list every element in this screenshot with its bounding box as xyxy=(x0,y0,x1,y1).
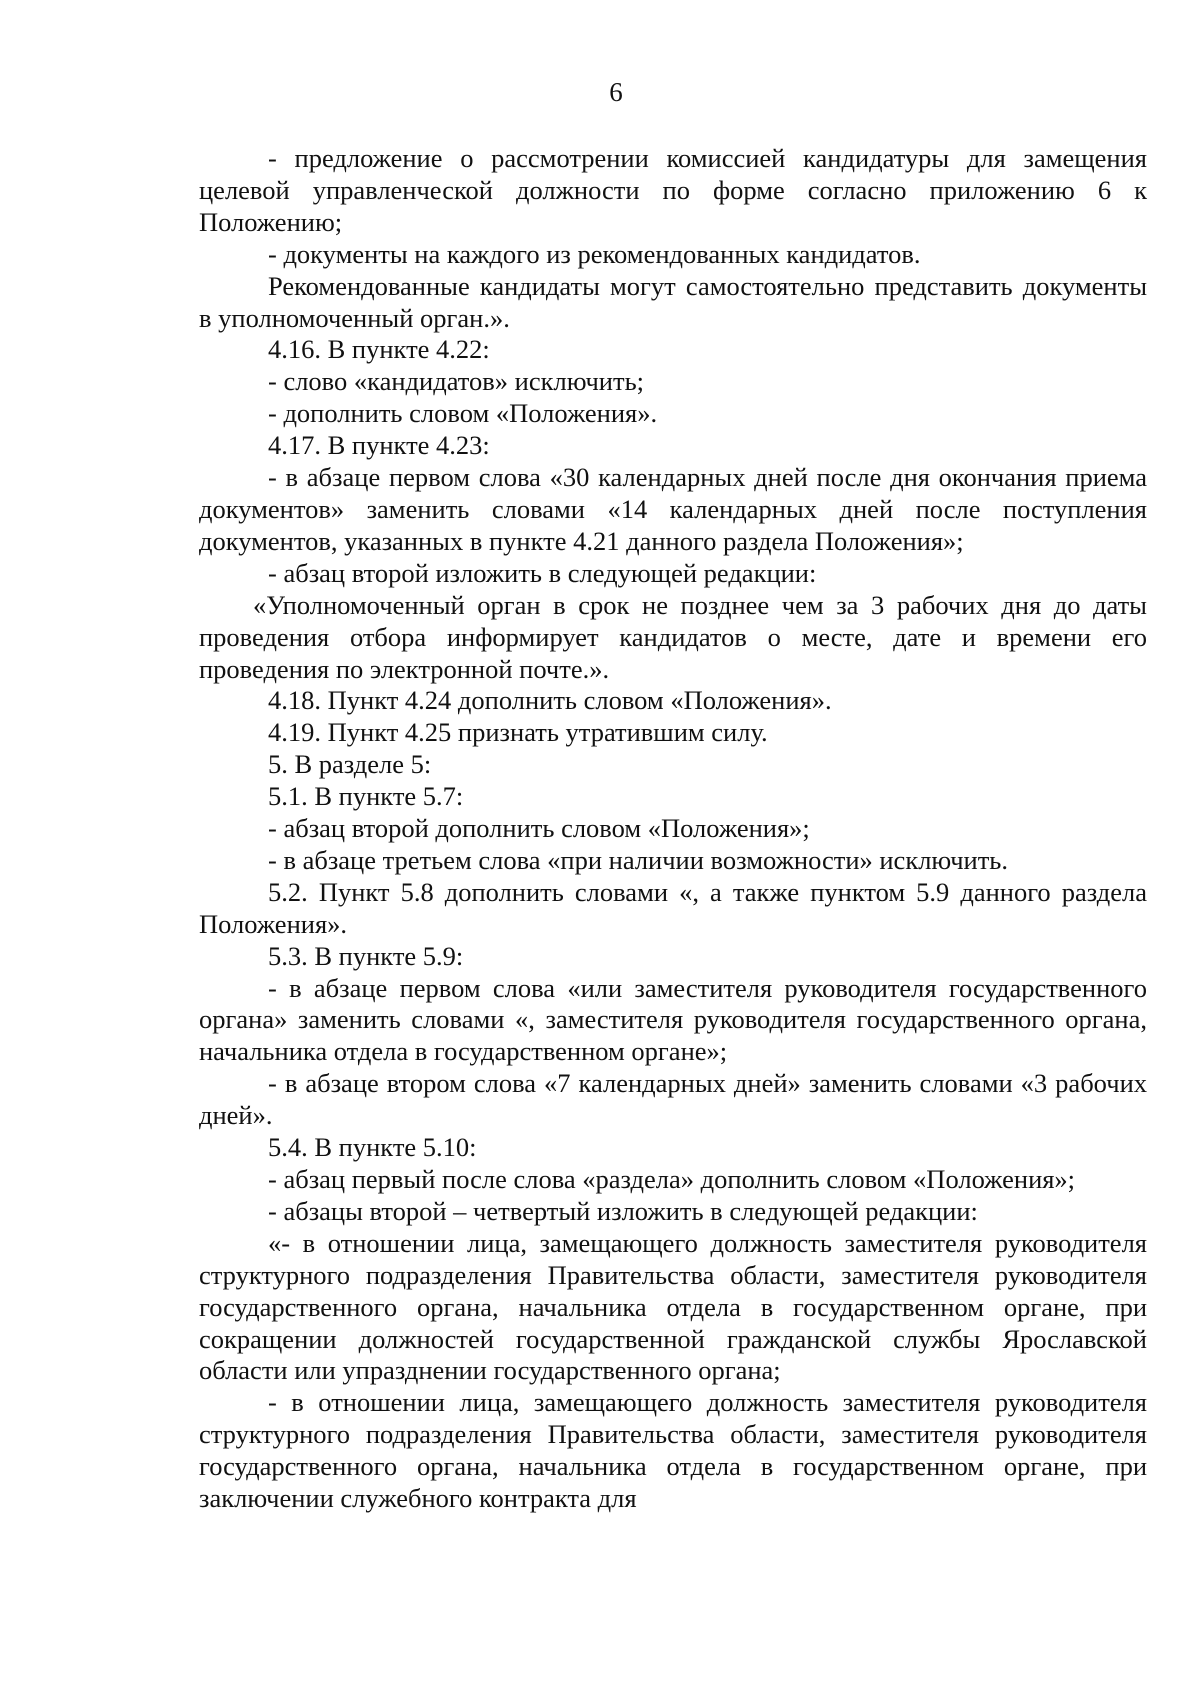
paragraph: 4.18. Пункт 4.24 дополнить словом «Положения». xyxy=(268,685,832,716)
paragraph: - в отношении лица, замещающего должность заместителя руководителя структурного подразделения Правительства области, заместителя руководителя государственного органа, начальника отдела в государственном органе, при заключении служебного контракта для xyxy=(199,1387,1147,1514)
paragraph: 4.16. В пункте 4.22: xyxy=(268,334,490,365)
paragraph: Рекомендованные кандидаты могут самостоятельно представить документы в уполномоченный орган.». xyxy=(199,270,1147,333)
paragraph: 5. В разделе 5: xyxy=(268,749,432,780)
paragraph: 5.2. Пункт 5.8 дополнить словами «, а также пунктом 5.9 данного раздела Положения». xyxy=(199,876,1147,939)
paragraph: - абзац второй дополнить словом «Положения»; xyxy=(268,813,810,844)
paragraph: «- в отношении лица, замещающего должность заместителя руководителя структурного подразделения Правительства области, заместителя руководителя государственного органа, начальника отдела в государственном органе, при сокращении должностей государственной гражданской службы Ярославской области или упразднении государственного органа; xyxy=(199,1227,1147,1386)
paragraph: 4.19. Пункт 4.25 признать утратившим силу. xyxy=(268,717,768,748)
paragraph: - документы на каждого из рекомендованных кандидатов. xyxy=(268,238,921,269)
paragraph: - дополнить словом «Положения». xyxy=(268,398,658,429)
paragraph: - абзацы второй – четвертый изложить в следующей редакции: xyxy=(268,1195,978,1226)
paragraph: 5.1. В пункте 5.7: xyxy=(268,781,464,812)
paragraph: - в абзаце втором слова «7 календарных дней» заменить словами «3 рабочих дней». xyxy=(199,1068,1147,1131)
paragraph: - в абзаце первом слова «30 календарных дней после дня окончания приема документов» заменить словами «14 календарных дней после поступления документов, указанных в пункте 4.21 данного раздела Положения»; xyxy=(199,462,1147,556)
paragraph: 4.17. В пункте 4.23: xyxy=(268,430,490,461)
paragraph: - слово «кандидатов» исключить; xyxy=(268,366,645,397)
document-body xyxy=(199,143,1147,1515)
paragraph: «Уполномоченный орган в срок не позднее чем за 3 рабочих дня до даты проведения отбора информирует кандидатов о месте, дате и времени его проведения по электронной почте.». xyxy=(199,589,1147,684)
paragraph: 5.4. В пункте 5.10: xyxy=(268,1132,477,1163)
paragraph: - абзац второй изложить в следующей редакции: xyxy=(268,557,817,588)
paragraph: - в абзаце первом слова «или заместителя руководителя государственного органа» заменить словами «, заместителя руководителя государственного органа, начальника отдела в государственном органе»; xyxy=(199,972,1147,1067)
paragraph: 5.3. В пункте 5.9: xyxy=(268,940,464,971)
paragraph: - абзац первый после слова «раздела» дополнить словом «Положения»; xyxy=(268,1164,1076,1194)
page-number: 6 xyxy=(609,77,623,107)
paragraph: - в абзаце третьем слова «при наличии возможности» исключить. xyxy=(268,844,1009,875)
paragraph: - предложение о рассмотрении комиссией кандидатуры для замещения целевой управленческой должности по форме согласно приложению 6 к Положению; xyxy=(199,143,1147,237)
